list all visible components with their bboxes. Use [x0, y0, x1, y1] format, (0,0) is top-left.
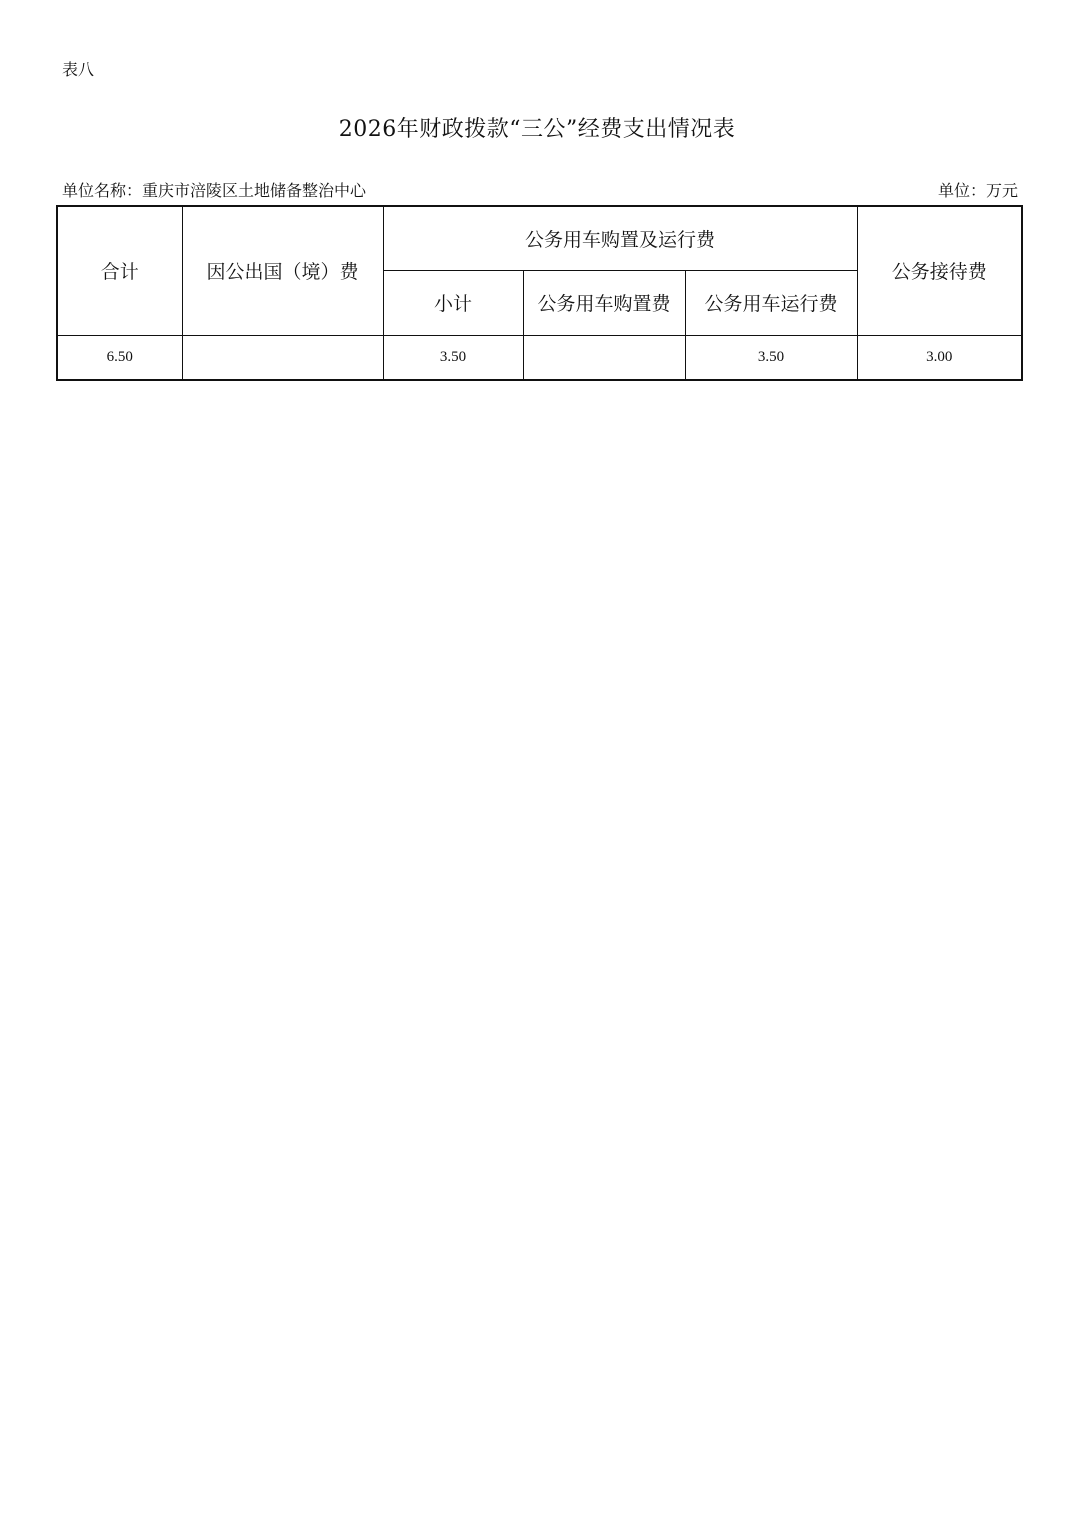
header-vehicle-subtotal: 小计 — [383, 270, 523, 335]
unit-measure: 单位：万元 — [937, 181, 1018, 200]
header-vehicle-group: 公务用车购置及运行费 — [383, 206, 857, 270]
unit-name: 单位名称：重庆市涪陵区土地储备整治中心 — [62, 181, 367, 200]
cell-total: 6.50 — [57, 335, 182, 380]
cell-vehicle-purchase — [523, 335, 685, 380]
header-total: 合计 — [57, 206, 182, 335]
header-vehicle-purchase: 公务用车购置费 — [523, 270, 685, 335]
header-row-1 — [57, 206, 1022, 270]
expense-table — [56, 205, 1023, 381]
cell-overseas — [182, 335, 383, 380]
page-title: 2026年财政拨款“三公”经费支出情况表 — [338, 117, 736, 142]
header-vehicle-operation: 公务用车运行费 — [685, 270, 857, 335]
table-row — [57, 335, 1022, 380]
header-reception: 公务接待费 — [857, 206, 1022, 335]
table-label: 表八 — [62, 60, 95, 79]
cell-vehicle-operation: 3.50 — [685, 335, 857, 380]
header-overseas: 因公出国（境）费 — [182, 206, 383, 335]
cell-reception: 3.00 — [857, 335, 1022, 380]
cell-vehicle-subtotal: 3.50 — [383, 335, 523, 380]
